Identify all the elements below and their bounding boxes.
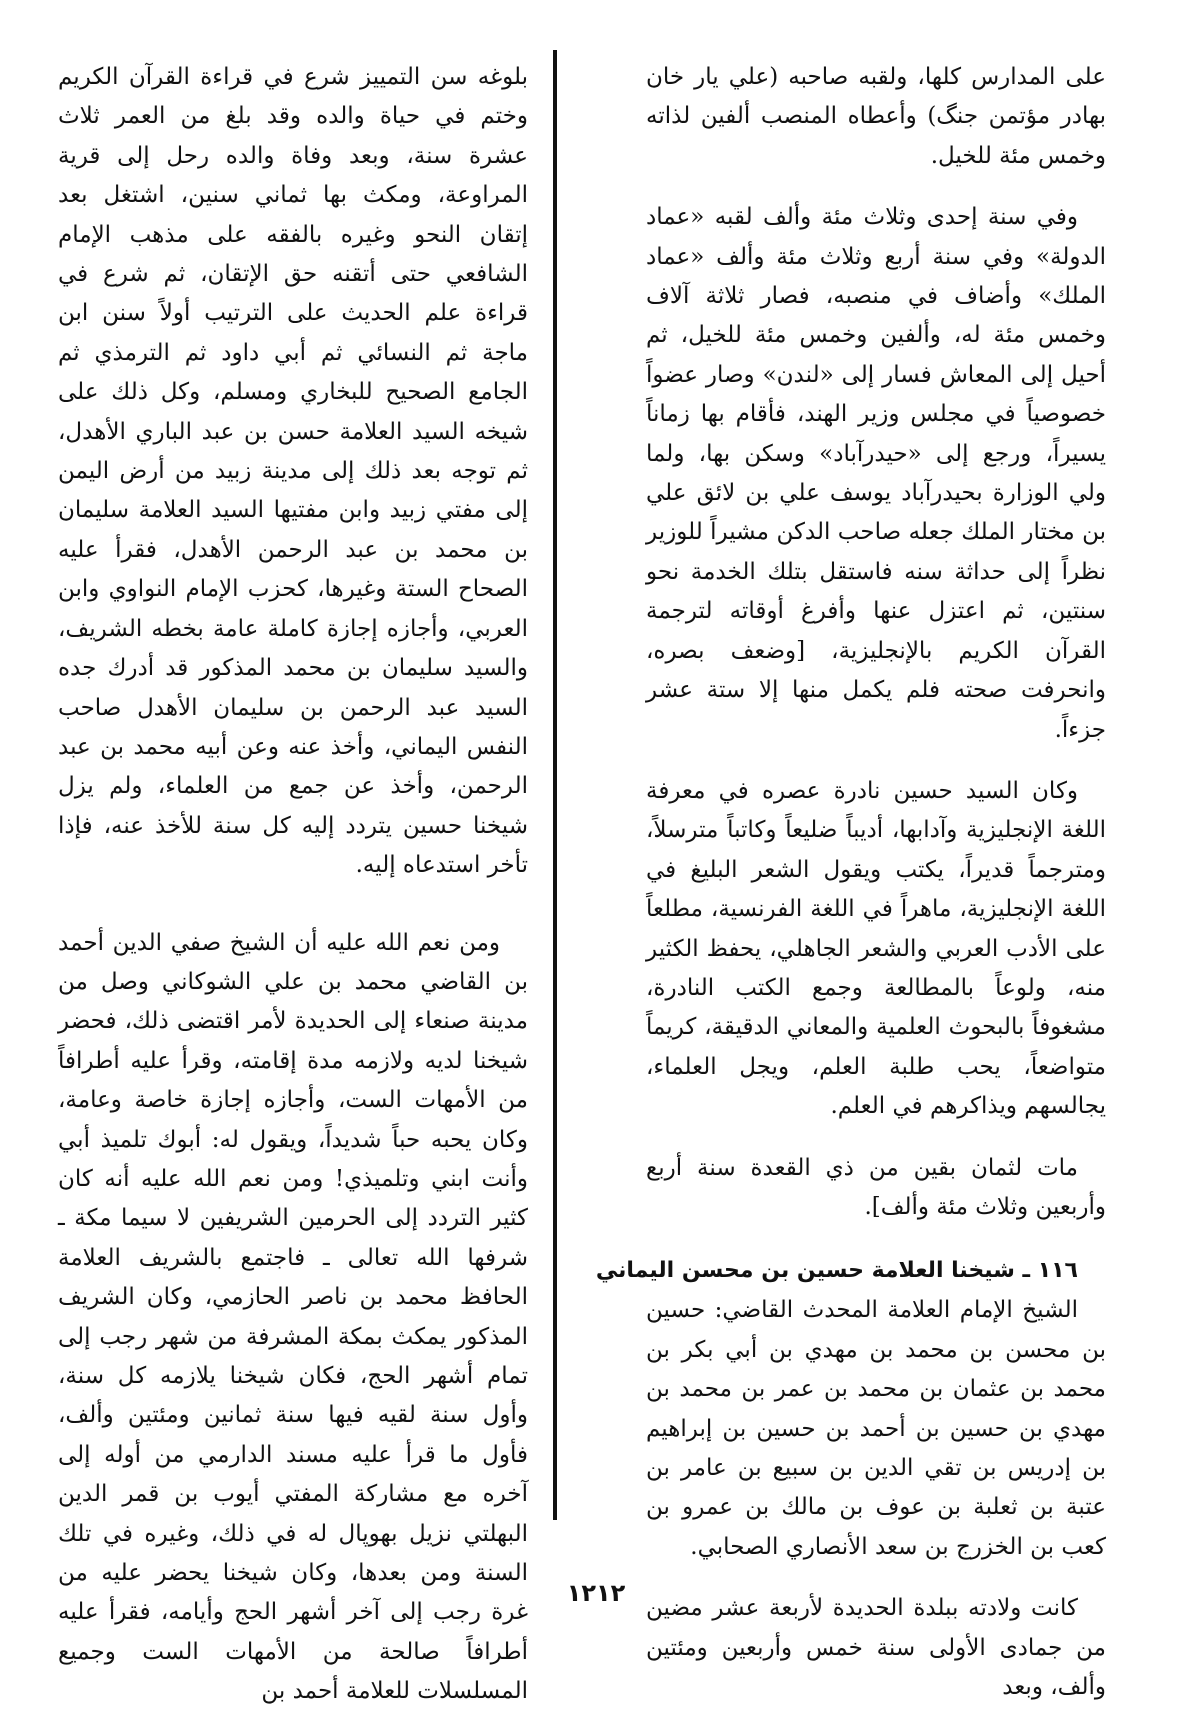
column-divider	[553, 50, 557, 1520]
paragraph: وفي سنة إحدى وثلاث مئة وألف لقبه «عماد الدولة» وفي سنة أربع وثلاث مئة وألف «عماد الملك» وأضاف في منصبه، فصار ثلاثة آلاف وخمس مئة له، وألفين وخمس مئة للخيل، ثم أحيل إلى المعاش فسار إلى «لندن» وصار عضواً خصوصياً في مجلس وزير الهند، فأقام بها زماناً يسيراً، ورجع إلى «حيدرآباد» وسكن بها، ولما ولي الوزارة بحيدرآباد يوسف علي بن لائق علي بن مختار الملك جعله صاحب الدكن مشيراً للوزير نظراً إلى حداثة سنه فاستقل بتلك الخدمة نحو سنتين، ثم اعتزل عنها وأفرغ أوقاته لترجمة القرآن الكريم بالإنجليزية، [وضعف بصره، وانحرفت صحته فلم يكمل منها إلا ستة عشر جزءاً.	[646, 204, 1106, 743]
paragraph: وكان السيد حسين نادرة عصره في معرفة اللغة الإنجليزية وآدابها، أديباً ضليعاً وكاتباً مترسلاً، ومترجماً قديراً، يكتب ويقول الشعر البليغ في اللغة الإنجليزية، ماهراً في اللغة الفرنسية، مطلعاً على الأدب العربي والشعر الجاهلي، يحفظ الكثير منه، ولوعاً بالمطالعة وجمع الكتب النادرة، مشغوفاً بالبحوث العلمية والمعاني الدقيقة، كريماً متواضعاً، يحب طلبة العلم، ويجل العلماء، يجالسهم ويذاكرهم في العلم.	[646, 777, 1106, 1120]
paragraph: مات لثمان بقين من ذي القعدة سنة أربع وأربعين وثلاث مئة وألف].	[646, 1154, 1106, 1220]
paragraph: كانت ولادته ببلدة الحديدة لأربعة عشر مضين من جمادى الأولى سنة خمس وأربعين ومئتين وألف، وبعد	[646, 1595, 1106, 1701]
paragraph: بلوغه سن التمييز شرع في قراءة القرآن الكريم وختم في حياة والده وقد بلغ من العمر ثلاث عشرة سنة، وبعد وفاة والده رحل إلى قرية المراوعة، ومكث بها ثماني سنين، اشتغل بعد إتقان النحو وغيره بالفقه على مذهب الإمام الشافعي حتى أتقنه حق الإتقان، ثم شرع في قراءة علم الحديث على الترتيب أولاً سنن ابن ماجة ثم النسائي ثم أبي داود ثم الترمذي ثم الجامع الصحيح للبخاري ومسلم، وكل ذلك على شيخه السيد العلامة حسن بن عبد الباري الأهدل، ثم توجه بعد ذلك إلى مدينة زبيد من أرض اليمن إلى مفتي زبيد وابن مفتيها السيد العلامة سليمان بن محمد بن عبد الرحمن الأهدل، فقرأ عليه الصحاح الستة وغيرها، كحزب الإمام النواوي وابن العربي، وأجازه إجازة كاملة عامة بخطه الشريف، والسيد سليمان بن محمد المذكور قد أدرك جده السيد عبد الرحمن بن سليمان الأهدل صاحب النفس اليماني، وأخذ عنه وعن أبيه محمد بن عبد الرحمن، وأخذ عن جمع من العلماء، ولم يزل شيخنا حسين يتردد إليه كل سنة للأخذ عنه، فإذا تأخر استدعاه إليه.	[58, 64, 528, 879]
entry-heading: ١١٦ ـ شيخنا العلامة حسين بن محسن اليماني	[595, 1258, 1078, 1284]
paragraph: الشيخ الإمام العلامة المحدث القاضي: حسين بن محسن بن محمد بن مهدي بن أبي بكر بن محمد بن عثمان بن محمد بن عمر بن محمد بن مهدي بن حسين بن أحمد بن حسين بن إبراهيم بن إدريس بن تقي الدين بن سبيع بن عامر بن عتبة بن ثعلبة بن عوف بن مالك بن عمرو بن كعب بن الخزرج بن سعد الأنصاري الصحابي.	[646, 1297, 1106, 1560]
paragraph: ومن نعم الله عليه أن الشيخ صفي الدين أحمد بن القاضي محمد بن علي الشوكاني وصل من مدينة صنعاء إلى الحديدة لأمر اقتضى ذلك، فحضر شيخنا لديه ولازمه مدة إقامته، وقرأ عليه أطرافاً من الأمهات الست، وأجازه إجازة خاصة وعامة، وكان يحبه حباً شديداً، ويقول له: أبوك تلميذ أبي وأنت ابني وتلميذي! ومن نعم الله عليه أنه كان كثير التردد إلى الحرمين الشريفين لا سيما مكة ـ شرفها الله تعالى ـ فاجتمع بالشريف العلامة الحافظ محمد بن ناصر الحازمي، وكان الشريف المذكور يمكث بمكة المشرفة من شهر رجب إلى تمام أشهر الحج، فكان شيخنا يلازمه كل سنة، وأول سنة لقيه فيها سنة ثمانين ومئتين وألف، فأول ما قرأ عليه مسند الدارمي من أوله إلى آخره مع مشاركة المفتي أيوب بن قمر الدين البهلتي نزيل بهوپال له في ذلك، وغيره في تلك السنة ومن بعدها، وكان شيخنا يحضر عليه من غرة رجب إلى آخر أشهر الحج وأيامه، فقرأ عليه أطرافاً صالحة من الأمهات الست وجميع المسلسلات للعلامة أحمد بن	[58, 929, 528, 1705]
paragraph: على المدارس كلها، ولقبه صاحبه (علي يار خان بهادر مؤتمن جنگ) وأعطاه المنصب ألفين لذاته وخمس مئة للخيل.	[646, 64, 1106, 169]
page-number: ١٢١٢	[566, 1579, 626, 1607]
left-column	[58, 58, 528, 1712]
